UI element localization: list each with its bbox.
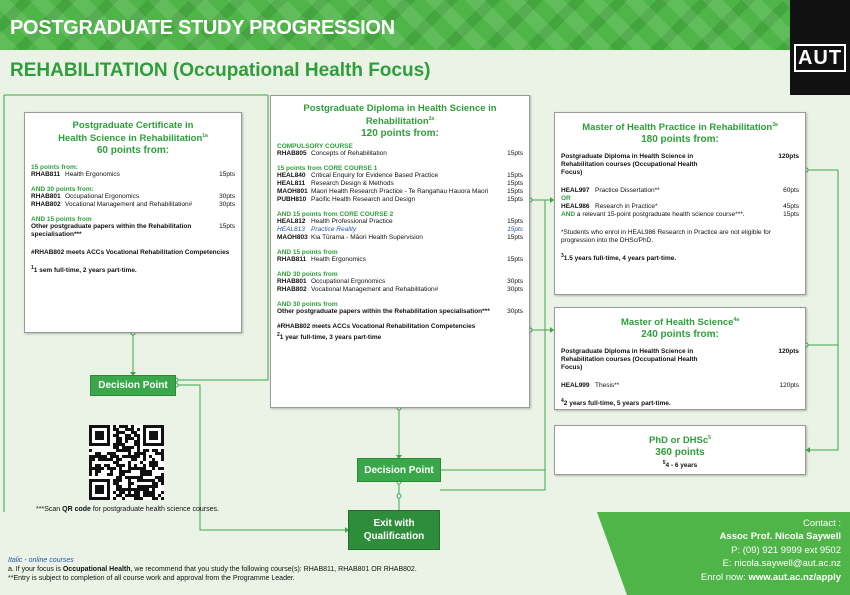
mhp-title: Master of Health Practice in Rehabilitation$^{3a}$ (582, 122, 778, 134)
cert-course-code: RHAB811 (31, 171, 61, 179)
cert-course-row (31, 171, 235, 179)
mhs-box (554, 307, 806, 410)
footer-legend: Italic - online courses (8, 557, 74, 564)
diploma-course-row (277, 172, 523, 180)
diploma-course-pts: 30pts (507, 278, 523, 286)
contact-email[interactable]: E: nicola.saywell@aut.ac.nz (722, 558, 841, 570)
diploma-course-pts: 15pts (507, 150, 523, 158)
diploma-section-heading: AND 30 points from (277, 271, 338, 279)
mhs-intro-row: Postgraduate Diploma in Health Science in Rehabilitation courses (Occupational Health Focus) 120pts (561, 348, 799, 372)
cert-course-name: Health Ergonomics (65, 171, 120, 179)
diploma-box (270, 95, 530, 408)
diploma-course-pts: 15pts (507, 180, 523, 188)
diploma-course-code: RHAB802 (277, 286, 307, 294)
qr-code-graphic (89, 425, 164, 500)
diploma-course-pts: 15pts (507, 234, 523, 242)
cert-title: Postgraduate Certificate in Health Science in Rehabilitation$^{1a}$ (58, 120, 208, 145)
diploma-course-pts: 15pts (507, 196, 523, 204)
cert-course-pts: 30pts (219, 193, 235, 201)
diploma-course-name: Vocational Management and Rehabilitation# (311, 286, 439, 294)
diploma-course-row (277, 308, 523, 316)
mhs-points: 240 points from: (641, 329, 719, 341)
contact-enrol[interactable]: Enrol now: www.aut.ac.nz/apply (700, 571, 841, 583)
mhp-note-1: *Students who enrol in HEAL986 Research in Practice are not eligible for progression into the DHSc/PhD. (561, 229, 771, 245)
mhp-row-heal986: HEAL986 Research in Practice* 45pts (561, 203, 799, 211)
mhs-title: Master of Health Science$^{4a}$ (620, 317, 740, 329)
footer-notes (8, 556, 568, 583)
exit-with-qualification: Exit with Qualification (348, 510, 440, 550)
cert-points: 60 points from: (96, 145, 170, 157)
diploma-course-pts: 15pts (507, 218, 523, 226)
diploma-course-row (277, 196, 523, 204)
mhp-box (554, 112, 806, 295)
decision-point-left: Decision Point (90, 375, 176, 396)
cert-course-row (31, 223, 235, 239)
diploma-course-code: HEAL812 (277, 218, 306, 226)
cert-course-row (31, 193, 235, 201)
diploma-course-row (277, 180, 523, 188)
diploma-course-name: Concepts of Rehabilitation (311, 150, 387, 158)
cert-course-pts: 30pts (219, 201, 235, 209)
mhp-intro-row: Postgraduate Diploma in Health Science in Rehabilitation courses (Occupational Health Focus) 120pts (561, 153, 799, 177)
cert-note-1: #RHAB802 meets ACCs Vocational Rehabilitation Competencies (31, 249, 230, 257)
cert-sections (31, 164, 235, 239)
cert-course-pts: 15pts (219, 171, 235, 179)
diploma-section-heading: AND 30 points from (277, 301, 338, 309)
diploma-course-row (277, 286, 523, 294)
diploma-course-name: Critical Enquiry for Evidence Based Practice (311, 172, 439, 180)
cert-box (24, 112, 242, 333)
diploma-course-pts: 15pts (507, 256, 523, 264)
contact-phone[interactable]: P: (09) 921 9999 ext 9502 (731, 544, 841, 556)
mhp-and-row: AND a relevant 15-point postgraduate health science course***. 15pts (561, 211, 799, 219)
diploma-course-row (277, 256, 523, 264)
cert-section-heading: AND 15 points from (31, 216, 92, 224)
qr-code[interactable] (89, 425, 164, 500)
diploma-course-code: RHAB805 (277, 150, 307, 158)
cert-course-name: Vocational Management and Rehabilitation# (65, 201, 193, 209)
diploma-course-name: Pacific Health Research and Design (311, 196, 416, 204)
header-banner (0, 0, 790, 50)
contact-panel (627, 512, 850, 595)
diploma-course-name: Research Design & Methods (311, 180, 394, 188)
diploma-course-code: RHAB801 (277, 278, 307, 286)
diploma-course-name: Health Ergonomics (311, 256, 366, 264)
diploma-course-code: MAOH803 (277, 234, 308, 242)
mhp-note-2: $^3$1.5 years full-time, 4 years part-time. (561, 253, 677, 263)
diploma-points: 120 points from: (361, 128, 439, 140)
diploma-course-name: Other postgraduate papers within the Rehabilitation specialisation*** (277, 308, 490, 316)
diploma-note-1: #RHAB802 meets ACCs Vocational Rehabilitation Competencies (277, 323, 476, 331)
mhs-row-heal999: HEAL999 Thesis** 120pts (561, 382, 799, 390)
diploma-course-pts: 15pts (507, 226, 523, 234)
cert-course-row (31, 201, 235, 209)
diploma-course-pts: 30pts (507, 308, 523, 316)
diploma-section-heading: AND 15 points from CORE COURSE 2 (277, 211, 394, 219)
diploma-course-name: Health Professional Practice (311, 218, 393, 226)
contact-label: Contact : (802, 518, 841, 529)
phd-box (554, 425, 806, 475)
diploma-section-heading: 15 points from CORE COURSE 1 (277, 165, 378, 173)
diploma-course-row (277, 234, 523, 242)
cert-course-code: RHAB802 (31, 201, 61, 209)
decision-point-center: Decision Point (357, 458, 441, 482)
cert-section-heading: 15 points from: (31, 164, 78, 172)
diploma-course-code: HEAL840 (277, 172, 306, 180)
diploma-course-code: HEAL813 (277, 226, 305, 234)
diploma-course-row (277, 218, 523, 226)
diploma-course-name: Kia Tūrama - Māori Health Supervision (311, 234, 423, 242)
diploma-course-name: Occupational Ergonomics (311, 278, 386, 286)
mhs-note: $^4$2 years full-time, 5 years part-time. (561, 398, 671, 408)
mhp-row-heal997: HEAL997 Practice Dissertation** 60pts (561, 187, 799, 195)
diploma-course-row (277, 188, 523, 196)
page-subtitle: REHABILITATION (Occupational Health Focus) (10, 60, 431, 81)
phd-note: $^5$4 - 6 years (662, 460, 698, 470)
contact-wedge (597, 512, 627, 595)
cert-course-name: Other postgraduate papers within the Rehabilitation specialisation*** (31, 223, 192, 239)
cert-section-heading: AND 30 points from: (31, 186, 94, 194)
mhp-points: 180 points from: (641, 134, 719, 146)
diploma-section-heading: AND 15 points from (277, 249, 338, 257)
diploma-note-2: $^2$1 year full-time, 3 years part-time (277, 332, 382, 342)
diploma-section-heading: COMPULSORY COURSE (277, 143, 353, 151)
diploma-course-row (277, 226, 523, 234)
qr-caption: ***Scan QR code for postgraduate health science courses. (36, 506, 219, 513)
diploma-course-row (277, 278, 523, 286)
aut-logo (790, 0, 850, 95)
phd-points: 360 points (655, 447, 705, 459)
diploma-course-code: HEAL811 (277, 180, 306, 188)
diploma-course-pts: 30pts (507, 286, 523, 294)
contact-name: Assoc Prof. Nicola Saywell (719, 531, 841, 543)
diploma-course-row (277, 150, 523, 158)
page-title: POSTGRADUATE STUDY PROGRESSION (10, 17, 395, 39)
cert-course-pts: 15pts (219, 223, 235, 231)
diploma-course-name: Practice Reality (311, 226, 357, 234)
diploma-course-pts: 15pts (507, 188, 523, 196)
diploma-course-code: PUBH810 (277, 196, 307, 204)
diploma-sections (277, 143, 523, 316)
diploma-course-code: MAOH801 (277, 188, 308, 196)
cert-course-name: Occupational Ergonomics (65, 193, 140, 201)
logo-text: AUT (794, 44, 846, 72)
footer-note-entry: **Entry is subject to completion of all course work and approval from the Programme Leader. (8, 575, 295, 582)
mhp-or-label: OR (561, 195, 571, 203)
diploma-course-name: Maori Health Research Practice - Te Rangahau Hauora Maori (311, 188, 489, 196)
footer-note-a: a. If your focus is Occupational Health, we recommend that you study the following course(s): RHAB811, RHAB801 OR RHAB802. (8, 566, 417, 573)
phd-title: PhD or DHSc$^5$ (649, 435, 711, 447)
diploma-title: Postgraduate Diploma in Health Science in Rehabilitation$^{2a}$ (303, 103, 497, 128)
diploma-course-code: RHAB811 (277, 256, 307, 264)
cert-course-code: RHAB801 (31, 193, 61, 201)
diploma-course-pts: 15pts (507, 172, 523, 180)
cert-note-2: $^1$1 sem full-time, 2 years part-time. (31, 265, 137, 275)
